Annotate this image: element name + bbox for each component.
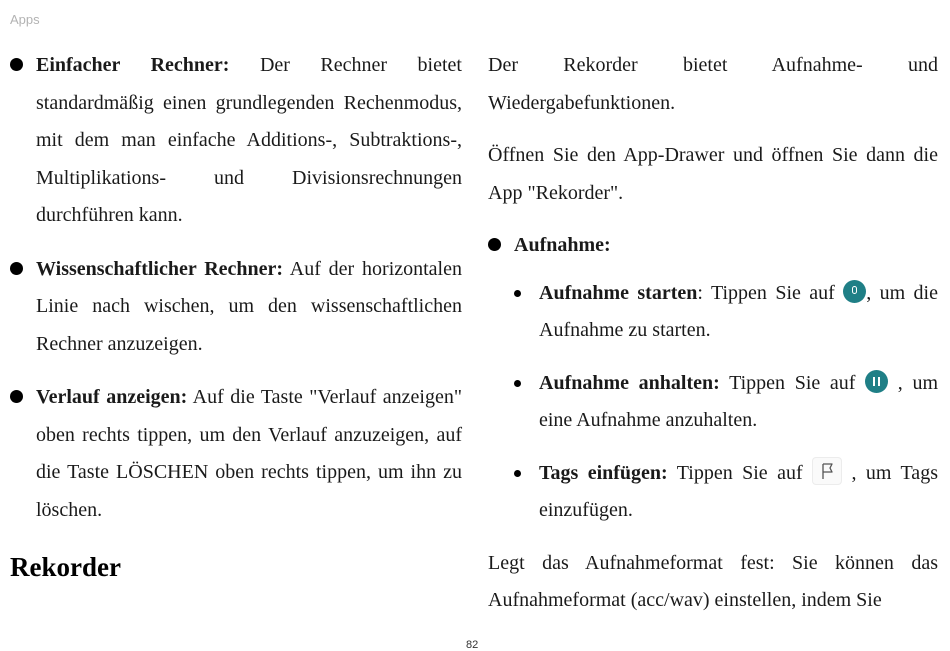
item-term: Wissenschaftlicher Rechner: (36, 257, 284, 280)
bullet-dot (10, 390, 23, 403)
sub-list-item (488, 275, 938, 350)
sub-item-text: , um eine Aufnahme anzuhalten. (539, 371, 938, 431)
item-term: Einfacher Rechner: (36, 54, 230, 76)
sub-item-text: Tippen Sie auf (719, 371, 866, 394)
sub-bullet-dot (514, 470, 521, 477)
recording-heading: Aufnahme: (514, 234, 611, 256)
left-column (10, 47, 462, 545)
recorder-intro: Der Rekorder bietet Aufnahme- und Wiedergabefunktionen. (488, 54, 938, 114)
open-app-instruction: Öffnen Sie den App-Drawer und öffnen Sie dann die App "Rekorder". (488, 144, 938, 204)
item-text: Auf der horizontalen Linie nach wischen, um den wissenschaftlichen Rechner anzuzeigen. (36, 257, 462, 355)
item-term: Verlauf anzeigen: (36, 386, 188, 408)
sub-item-term: Aufnahme starten (539, 281, 698, 304)
sub-item-term: Tags einfügen: (539, 461, 668, 484)
format-paragraph: Legt das Aufnahmeformat fest: Sie können das Aufnahmeformat (acc/wav) einstellen, indem Sie (488, 551, 938, 611)
page-number: 82 (466, 639, 479, 651)
recording-heading-item (488, 227, 938, 265)
list-item (10, 47, 462, 235)
pause-icon (865, 370, 888, 393)
microphone-icon (843, 280, 866, 303)
item-text: Der Rechner bietet standardmäßig einen grundlegenden Rechenmodus, mit dem man einfache Additions-, Subtraktions-, Multiplikations- und Divisionsrechnungen durchführen kann. (36, 54, 462, 226)
section-title-rekorder: Rekorder (10, 552, 121, 582)
list-item (10, 379, 462, 529)
bullet-dot (488, 238, 501, 251)
sub-bullet-dot (514, 290, 521, 297)
section-header: Apps (10, 12, 40, 27)
sub-list-item (488, 365, 938, 440)
bullet-dot (10, 262, 23, 275)
sub-item-text: Tippen Sie auf (667, 461, 813, 484)
sub-item-text: , um die Aufnahme zu starten. (539, 281, 938, 341)
list-item (10, 251, 462, 364)
sub-item-text: , um Tags einzufügen. (539, 461, 938, 521)
item-text: Auf die Taste "Verlauf anzeigen" oben rechts tippen, um den Verlauf anzuzeigen, auf die Taste LÖSCHEN oben rechts tippen, um ihn zu löschen. (36, 386, 462, 521)
right-column (488, 47, 938, 620)
flag-icon (812, 457, 842, 485)
sub-bullet-dot (514, 380, 521, 387)
bullet-dot (10, 58, 23, 71)
sub-list-item (488, 455, 938, 530)
sub-item-term: Aufnahme anhalten: (539, 371, 720, 394)
sub-item-text: : Tippen Sie auf (697, 281, 844, 304)
